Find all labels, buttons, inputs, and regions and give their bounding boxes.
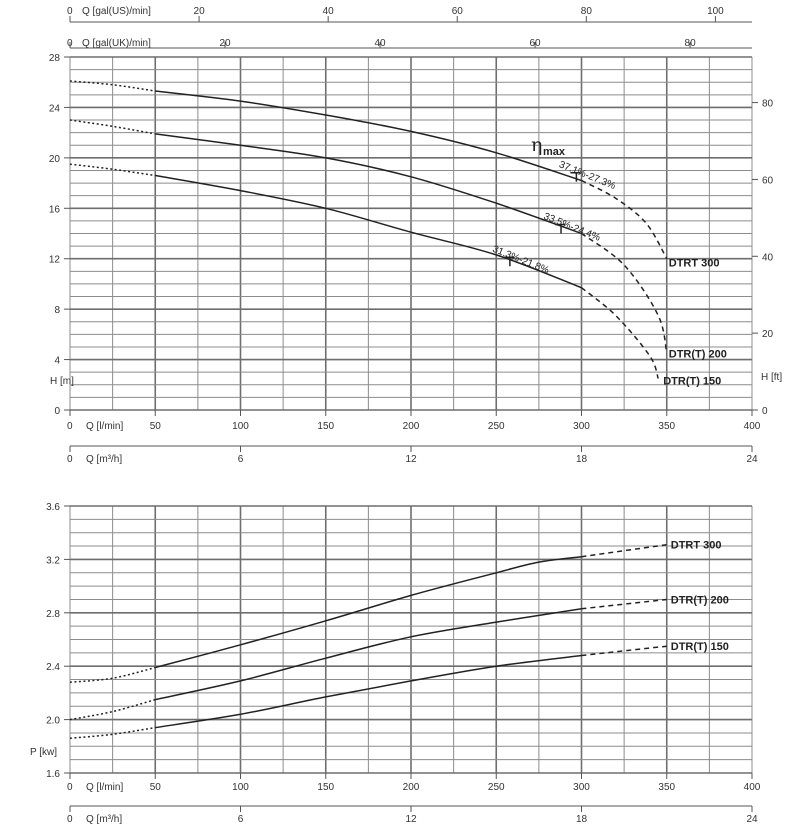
series-label-dtr-t-150: DTR(T) 150 — [663, 375, 722, 388]
series-label-dtr-t-150: DTR(T) 150 — [670, 641, 729, 654]
power-y-axis — [46, 502, 70, 780]
y-tick-label: 20 — [48, 153, 60, 165]
x-tick-label: 300 — [573, 782, 590, 793]
power-x-axis-m3h — [67, 806, 758, 825]
x-tick-label: 0 — [67, 38, 73, 49]
series-label-dtrt-300: DTRT 300 — [670, 539, 722, 552]
y-tick-label: 8 — [54, 305, 60, 317]
x-tick-label: 0 — [67, 782, 73, 793]
x-tick-label: 300 — [573, 421, 590, 432]
x-tick-label: 350 — [658, 421, 676, 432]
y-tick-label: 24 — [48, 103, 60, 115]
x-tick-label: 20 — [193, 6, 205, 17]
y-tick-label: 3.2 — [46, 555, 60, 567]
head-x-axis-lmin — [67, 410, 761, 432]
y2-tick-label: 40 — [762, 252, 774, 264]
x-tick-label: 0 — [67, 814, 73, 825]
x-tick-label: 350 — [658, 782, 676, 793]
y2-tick-label: 80 — [762, 98, 774, 110]
y-tick-label: 12 — [48, 254, 60, 266]
x-tick-label: 100 — [232, 782, 249, 793]
x-tick-label: 80 — [684, 38, 696, 49]
axis-label-gal-uk: Q [gal(UK)/min] — [82, 38, 151, 49]
x-tick-label: 400 — [743, 782, 761, 793]
x-tick-label: 200 — [402, 782, 420, 793]
x-tick-label: 18 — [575, 814, 588, 825]
y2-tick-label: 60 — [762, 175, 774, 187]
y2-tick-label: 20 — [762, 329, 774, 341]
x-tick-label: 24 — [746, 454, 758, 465]
axis-label-m3h-head: Q [m³/h] — [86, 454, 123, 465]
y-tick-label: 1.6 — [46, 769, 60, 780]
x-tick-label: 60 — [451, 6, 463, 17]
efficiency-label-dtrt-300: 37.1%-27.3% — [557, 159, 618, 193]
y-tick-label: 16 — [48, 204, 60, 216]
eta-max-annotation: η — [531, 134, 543, 156]
x-tick-label: 50 — [149, 782, 161, 793]
x-tick-label: 60 — [529, 38, 541, 49]
x-tick-label: 100 — [232, 421, 249, 432]
x-tick-label: 150 — [317, 782, 335, 793]
efficiency-label-dtr-t-150: 31.3%-21.8% — [490, 243, 551, 277]
x-tick-label: 200 — [402, 421, 420, 432]
power-grid — [70, 506, 752, 773]
y-tick-label: 28 — [48, 53, 60, 64]
x-tick-label: 150 — [317, 421, 335, 432]
x-tick-label: 80 — [580, 6, 592, 17]
series-label-dtr-t-200: DTR(T) 200 — [668, 348, 727, 361]
x-tick-label: 0 — [67, 454, 73, 465]
x-tick-label: 6 — [237, 454, 244, 465]
x-tick-label: 400 — [743, 421, 761, 432]
series-label-dtr-t-200: DTR(T) 200 — [670, 594, 729, 607]
x-tick-label: 0 — [67, 6, 73, 17]
y-tick-label: 4 — [54, 355, 60, 367]
efficiency-label-dtr-t-200: 33.5%-24.4% — [541, 211, 602, 244]
head-x-axis-gal-uk — [67, 38, 752, 49]
head-curves — [70, 81, 727, 387]
x-tick-label: 0 — [67, 421, 73, 432]
x-tick-label: 40 — [374, 38, 386, 49]
x-tick-label: 24 — [746, 814, 758, 825]
x-tick-label: 100 — [707, 6, 724, 17]
x-tick-label: 250 — [487, 782, 505, 793]
x-tick-label: 20 — [219, 38, 231, 49]
y-tick-label: 2.8 — [46, 608, 60, 620]
y-tick-label: 3.6 — [46, 502, 60, 513]
x-tick-label: 6 — [237, 814, 244, 825]
x-tick-label: 250 — [487, 421, 505, 432]
axis-label-h-m: H [m] — [50, 376, 74, 387]
power-x-axis-lmin — [67, 773, 761, 793]
x-tick-label: 12 — [405, 454, 417, 465]
head-grid — [70, 57, 752, 410]
axis-label-h-ft: H [ft] — [761, 372, 783, 383]
eta-max-subscript: max — [543, 146, 566, 158]
series-label-dtrt-300: DTRT 300 — [668, 257, 720, 270]
x-tick-label: 40 — [322, 6, 334, 17]
axis-label-lmin-head: Q [l/min] — [86, 421, 124, 432]
head-x-axis-gal-us — [67, 6, 752, 22]
y2-tick-label: 0 — [762, 406, 768, 417]
axis-label-m3h-power: Q [m³/h] — [86, 814, 123, 825]
y-tick-label: 2.4 — [46, 662, 60, 674]
axis-label-p-kw: P [kw] — [30, 747, 58, 758]
head-x-axis-m3h — [67, 446, 758, 465]
x-tick-label: 12 — [405, 814, 417, 825]
x-tick-label: 18 — [575, 454, 588, 465]
axis-label-gal-us: Q [gal(US)/min] — [82, 6, 151, 17]
head-y-axis — [49, 53, 70, 417]
x-tick-label: 50 — [149, 421, 161, 432]
series-dtr-t-150-extrapolated-high — [582, 288, 659, 379]
head-y2-axis — [752, 99, 774, 417]
y-tick-label: 2.0 — [46, 715, 60, 727]
y-tick-label: 0 — [54, 406, 60, 417]
axis-label-lmin-power: Q [l/min] — [86, 782, 124, 793]
